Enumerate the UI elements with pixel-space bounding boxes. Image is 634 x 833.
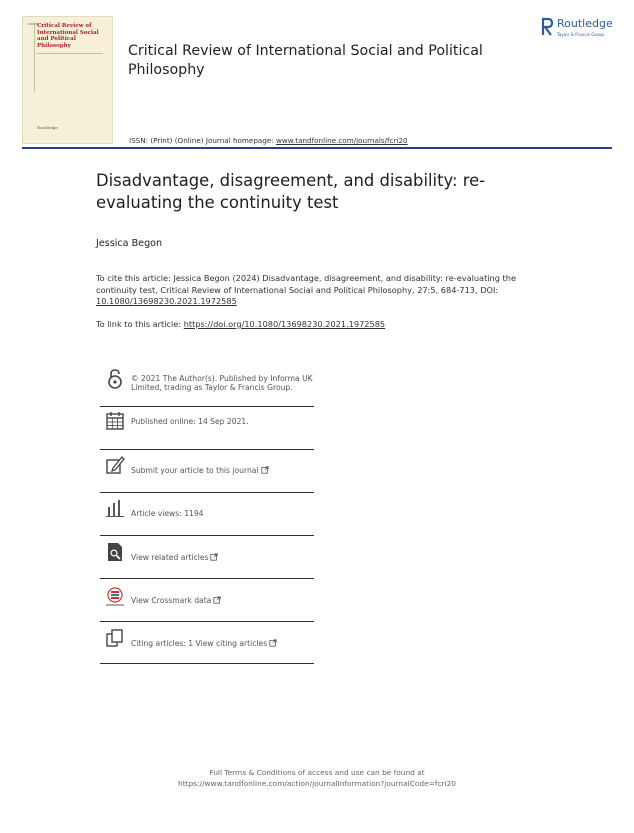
search-document-icon <box>104 541 126 563</box>
citing-articles-icon <box>104 627 126 649</box>
external-link-icon <box>213 596 221 604</box>
article-views-text: Article views: 1194 <box>131 509 204 518</box>
citing-articles-link[interactable] <box>131 639 277 648</box>
external-link-icon <box>210 553 218 561</box>
cover-title: Critical Review of International Social and Political Philosophy <box>37 23 99 49</box>
cover-divider <box>37 53 103 54</box>
journal-title: Critical Review of International Social and Political Philosophy <box>128 43 483 78</box>
external-link-icon <box>261 466 269 474</box>
publisher-name: Routledge <box>557 17 613 30</box>
submit-article-text: Submit your article to this journal <box>131 466 259 475</box>
edit-icon <box>104 454 126 476</box>
issn-text: ISSN: (Print) (Online) Journal homepage: <box>129 136 277 145</box>
crossmark-text: View Crossmark data <box>131 596 212 605</box>
cite-label: To cite this article: <box>96 273 171 283</box>
info-row-license <box>100 364 314 407</box>
journal-homepage-link[interactable]: www.tandfonline.com/journals/fcri20 <box>276 136 408 145</box>
calendar-icon <box>104 410 126 432</box>
cite-doi-link[interactable]: 10.1080/13698230.2021.1972585 <box>96 296 237 307</box>
article-title: Disadvantage, disagreement, and disability: re-evaluating the continuity test <box>96 171 486 212</box>
cover-publisher-logo: Routledge <box>37 125 58 130</box>
article-link-line <box>96 319 385 329</box>
related-articles-link[interactable] <box>131 553 218 562</box>
cover-spine-text: CRISPP <box>27 22 38 26</box>
external-link-icon <box>269 639 277 647</box>
open-access-lock-icon <box>104 368 126 390</box>
citing-articles-text: Citing articles: 1 View citing articles <box>131 639 268 648</box>
cover-spine <box>27 22 38 92</box>
info-row-submit[interactable] <box>100 450 314 493</box>
crossmark-icon <box>104 586 126 608</box>
routledge-logo-icon <box>540 17 554 37</box>
issn-line <box>129 136 408 145</box>
cite-text: Jessica Begon (2024) Disadvantage, disagreement, and disability: re-evaluating the continuity test, Critical Review of International Social and Political Philosophy, 27:5, 684-713, DOI: <box>96 273 516 295</box>
license-text: © 2021 The Author(s). Published by Informa UK Limited, trading as Taylor & Francis Group. <box>131 374 313 392</box>
info-row-related[interactable] <box>100 536 314 579</box>
info-row-crossmark[interactable] <box>100 579 314 622</box>
header-divider <box>22 147 612 149</box>
info-row-published <box>100 407 314 450</box>
citation-block <box>96 273 536 308</box>
info-row-citing[interactable] <box>100 622 314 664</box>
published-date-text: Published online: 14 Sep 2021. <box>131 417 249 426</box>
info-row-views <box>100 493 314 536</box>
crossmark-link[interactable] <box>131 596 221 605</box>
article-author: Jessica Begon <box>96 238 163 249</box>
article-info-list <box>100 364 314 664</box>
footer-terms-link[interactable]: https://www.tandfonline.com/action/journalInformation?journalCode=fcri20 <box>178 779 456 788</box>
journal-cover-thumbnail <box>22 16 113 144</box>
publisher-tagline: Taylor & Francis Group <box>557 32 605 37</box>
submit-article-link[interactable] <box>131 466 269 475</box>
bar-chart-icon <box>104 497 126 519</box>
footer-terms-text: Full Terms & Conditions of access and use can be found at <box>209 768 425 777</box>
publisher-logo[interactable] <box>540 16 620 42</box>
article-doi-link[interactable]: https://doi.org/10.1080/13698230.2021.1972585 <box>183 319 386 329</box>
link-label: To link to this article: <box>96 319 184 329</box>
related-articles-text: View related articles <box>131 553 209 562</box>
footer <box>0 767 634 789</box>
